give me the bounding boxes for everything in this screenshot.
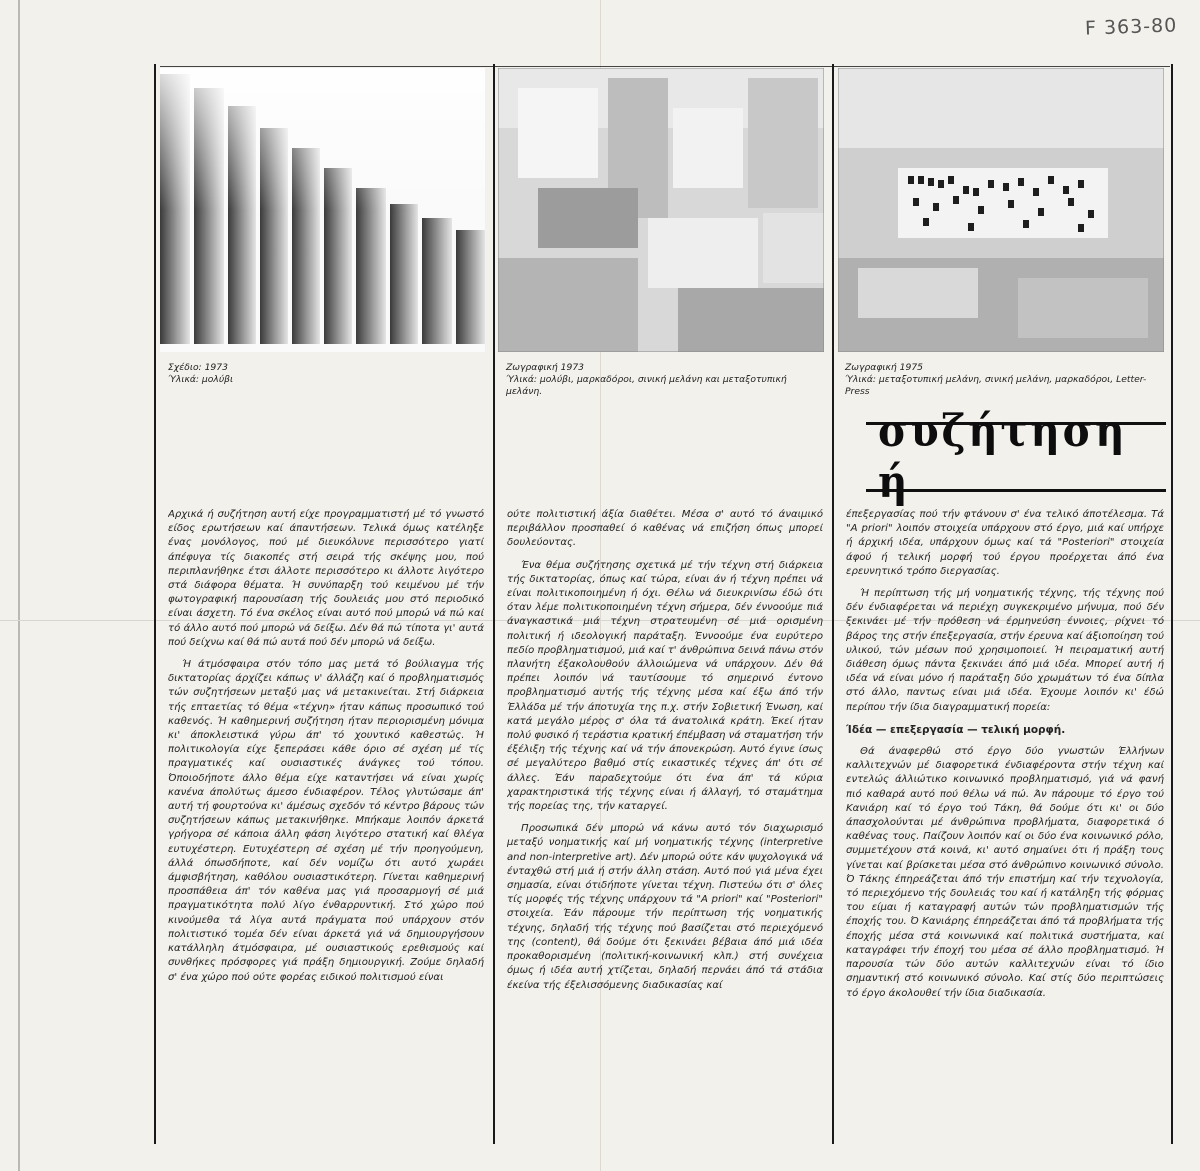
caption-title: Σχέδιο: 1973 xyxy=(168,362,228,373)
top-rule xyxy=(160,66,1170,67)
column-rule-left xyxy=(154,64,156,1144)
artwork-caption-1 xyxy=(168,362,483,386)
article-column-1 xyxy=(168,508,484,1088)
artwork-painting-1973 xyxy=(498,68,824,352)
paragraph: Ή άτμόσφαιρα στόν τόπο μας μετά τό βούλιαγμα τής δικτατορίας άρχίζει κάπως ν' άλλάζη καί ό προβληματισμός τών συζητήσεων μεταξύ μας νά μετακινείται. Στή διάρκεια τής επταετίας τό θέμα «τέχνη» ήταν κάπως προσωπικό τού καθενός. Ή καθημερινή συζήτηση ήταν περιορισμένη μόνιμα κι' άποκλειστικά γύρω άπ' τό χουντικό καθεστώς. Ή πολιτικολογία είχε ξεπεράσει κάθε όριο σέ σχέση μέ τίς πραγματικές καί ουσιαστικές άνάγκες τού τόπου. Όποιοδήποτε άλλο θέμα είχε καταντήσει νά είναι χωρίς κανένα άπολύτως άμεσο ένδιαφέρον. Τέλος γλυτώσαμε άπ' αυτή τή φουρτούνα κι' άμέσως σχεδόν τό κέντρο βάρους τών συζητήσεων κάπως μετακινήθηκε. Μπήκαμε λοιπόν άρκετά γρήγορα σέ κάποια άλλη φάση λιγότερο στατική καί θλέγα ευτυχέστερη. Ευτυχέστερη σέ σχέση μέ τήν προηγούμενη, άλλά όπωσδήποτε, καί δέν νομίζω ότι αυτό χωράει άμφισβήτηση, καθόλου ουσιαστικότερη. Γίνεται καθημερινή προσπάθεια άπ' τόν καθένα μας γιά προσαρμογή σέ μιά πραγματικότητα πολύ λίγο ένθαρρυντική. Στό χώρο πού κινούμεθα τά λίγα αυτά πράγματα πού υπάρχουν στόν πολιτιστικό τομέα δέν είναι άρκετά γιά νά δημιουργήσουν κατάλληλη άτμόσφαιρα, μέ ουσιαστικούς ερεθισμούς καί συνθήκες πρόσφορες γιά πράξη δημιουργική. Ζούμε δηλαδή σ' ένα χώρο πού ούτε φορέας ειδικού πολιτισμού είναι xyxy=(168,659,484,983)
caption-title: Ζωγραφική 1975 xyxy=(845,362,924,373)
column-rule-1 xyxy=(493,64,495,1144)
paragraph: Προσωπικά δέν μπορώ νά κάνω αυτό τόν διαχωρισμό μεταξύ νοηματικής καί μή νοηματικής τέχνης (interpretive and non-interpretive art). Δέν μπορώ ούτε κάν ψυχολογικά νά ένταχθώ στή μιά ή στήν άλλη στάση. Αυτό πού γιά μένα έχει σημασία, είναι ότιδήποτε γίνεται τέχνη. Πιστεύω ότι σ' όλες τίς μορφές τής τέχνης υπάρχουν τά "A priori" καί "Posteriori" στοιχεία. Έάν πάρουμε τήν περίπτωση τής νοηματικής τέχνης, δηλαδή τής τέχνης πού βασίζεται στό περιεχόμενό της (content), θά δούμε ότι ξεκινάει βέβαια άπό μιά ιδέα προκαθορισμένη (πολιτική-κοινωνική κλπ.) στή συνέχεια όμως ή ιδέα αυτή χτίζεται, δηλαδή περνάει άπό τά στάδια έκείνα τής έξελισσόμενης διαδικασίας καί xyxy=(507,823,823,991)
article-headline xyxy=(866,406,1166,508)
artwork-caption-3 xyxy=(845,362,1165,398)
paragraph: Ή περίπτωση τής μή νοηματικής τέχνης, τής τέχνης πού δέν ένδιαφέρεται νά περιέχη συγκεκριμένο μήνυμα, πού δέν ξεκινάει μέ τήν πρόθεση νά έρμηνεύση έννοιες, ρίχνει τό βάρος της στήν έπεξεργασία, στήν έρευνα καί άξιοποίηση τού υλικού, τών μέσων πού χρησιμοποιεί. Ή πειραματική αυτή διάθεση όμως πάντα ξεκινάει άπό μιά ιδέα. Μπορεί αυτή ή ιδέα νά είναι μόνο ή παράταξη δύο χρωμάτων τό ένα δίπλα στό άλλο, παντως είναι μιά ιδέα. Έχουμε λοιπόν κι' έδώ περίπου τήν ίδια διαγραμματική πορεία: xyxy=(846,588,1164,713)
paragraph: Ένα θέμα συζήτησης σχετικά μέ τήν τέχνη στή διάρκεια τής δικτατορίας, όπως καί τώρα, είναι άν ή τέχνη πρέπει νά είναι πολιτικοποιημένη ή όχι. Θέλω νά διευκρινίσω έδώ ότι όταν λέμε πολιτικοποιημένη τέχνη σήμερα, δέν έννοούμε πιά άναγκαστικά μιά τέχνη στρατευμένη σέ μιά ορισμένη πολιτική ή ιδεολογική παράταξη. Έννοούμε ένα ευρύτερο πεδίο προβληματισμού, μιά καί τ' άνθρώπινα δεινά πάνω στόν πλανήτη έξακολουθούν άλλοιώμενα νά υπάρχουν. Δέν θά πρέπει λοιπόν νά ταυτίσουμε τό σημερινό έντονο προβληματισμό αυτής τής τέχνης μέσα καί έξω άπό τήν Έλλάδα μέ τήν άποτυχία της π.χ. στήν Σοβιετική Ένωση, καί κατά μεγάλο μέρος σ' όλα τά άνατολικά κράτη. Έκεί ήταν πολύ φυσικό ή τεράστια κρατική έπέμβαση νά σταματήση τήν έξέλιξη τής τέχνης καί νά τήν άπονεκρώση. Αυτό έγινε ίσως σέ μεγαλύτερο βαθμό στίς εικαστικές τέχνες άπ' ότι σέ άλλες. Έάν παραδεχτούμε ότι ένα άπ' τά κύρια χαρακτηριστικά τής τέχνης είναι ή άλλαγή, τό σταμάτημα τής πορείας της, τήν καταργεί. xyxy=(507,559,823,813)
article-column-2 xyxy=(507,508,823,1088)
article-subhead: Ίδέα — επεξεργασία — τελική μορφή. xyxy=(846,723,1066,736)
column-rule-right xyxy=(1171,64,1173,1144)
caption-materials: Ύλικά: μολύβι xyxy=(168,374,234,385)
headline-text: συζήτηση ή xyxy=(878,406,1128,508)
caption-materials: Ύλικά: μεταξοτυπική μελάνη, σινική μελάνη, μαρκαδόροι, Letter-Press xyxy=(845,374,1147,397)
left-edge-shadow xyxy=(18,0,20,1171)
caption-title: Ζωγραφική 1973 xyxy=(506,362,585,373)
paragraph: Θά άναφερθώ στό έργο δύο γνωστών Έλλήνων καλλιτεχνών μέ διαφορετικά ένδιαφέροντα στήν τέχνη καί εντελώς άλλιώτικο κοινωνικό προβληματισμό, γιά νά φανή πιό καθαρά αυτό πού θέλω νά πώ. Άν πάρουμε τό έργο τού Κανιάρη καί τό έργο τού Τάκη, θά δούμε ότι κι' οι δύο άπασχολούνται μέ άνθρώπινα προβλήματα, διαφορετικά ό καθένας τους. Παίζουν λοιπόν καί οι δύο ένα κοινωνικό ρόλο, συμμετέχουν στά κοινά, κι' αυτό σημαίνει ότι ή πράξη τους γίνεται καί βρίσκεται μέσα στό άνθρώπινο κοινωνικό σύνολο. Ό Τάκης έπηρεάζεται άπό τήν επιστήμη καί τήν τεχνολογία, τό περιεχόμενο τής δουλειάς του καί ή κατάληξη τής φόρμας του είμαι ή καταγραφή αυτών τών προβληματισμών τής έποχής του. Ό Κανιάρης έπηρεάζεται άπό τά προβλήματα τής έποχής μέσα στά κοινωνικά καί πολιτικά συστήματα, καί καταγράφει τήν έποχή του μέσα σέ άλλο προβληματισμό. Ή παρουσία τών δύο αυτών καλλιτεχνών είναι τό ίδιο σημαντική στό κοινωνικό σύνολο. Καί στίς δύο περιπτώσεις τό έργο άκολουθεί τήν ίδια διαδικασία. xyxy=(846,746,1164,999)
caption-materials: Ύλικά: μολύβι, μαρκαδόροι, σινική μελάνη και μεταξοτυπική μελάνη. xyxy=(506,374,787,397)
article-column-3 xyxy=(846,508,1164,1088)
paragraph: Αρχικά ή συζήτηση αυτή είχε προγραμματιστή μέ τό γνωστό είδος ερωτήσεων καί άπαντήσεων. Τελικά όμως κατέληξε ένας μονόλογος, πού μέ διευκόλυνε περισσότερο γιατί άπέφυγα τίς διακοπές στή σειρά τής σκέψης μου, πού περιπλανήθηκε έτσι άλλοτε περισσότερο κι άλλοτε λιγότερο στά διάφορα θέματα. Ή συνύπαρξη τού κειμένου μέ τήν φωτογραφική παρουσίαση τής δουλειάς μου στό περιοδικό είναι άσχετη. Τό ένα σκέλος είναι αυτό πού μπορώ νά πώ καί τό άλλο αυτό πού μπορώ νά δείξω. Δέν θά πώ τίποτα γι' αυτά πού δείχνω καί θά πώ αυτά πού δέν μπορώ νά δείξω. xyxy=(168,509,484,648)
artwork-drawing-1973 xyxy=(160,68,485,352)
column-rule-2 xyxy=(832,64,834,1144)
artwork-caption-2 xyxy=(506,362,821,398)
archive-reference-note: F 363-80 xyxy=(1084,14,1178,40)
artwork-painting-1975 xyxy=(838,68,1164,352)
paragraph: έπεξεργασίας πού τήν φτάνουν σ' ένα τελικό άποτέλεσμα. Τά "A priori" λοιπόν στοιχεία υπάρχουν στό έργο, μιά καί υπήρχε ή άρχική ιδέα, υπάρχουν όμως καί τά "Posteriori" στοιχεία άφού ή τελική μορφή τού έργου προέρχεται άπό ένα ερευνητικό τρόπο διεργασίας. xyxy=(846,509,1164,577)
paragraph: ούτε πολιτιστική άξία διαθέτει. Μέσα σ' αυτό τό άναιμικό περιβάλλον προσπαθεί ό καθένας νά επιζήση όπως μπορεί δουλεύοντας. xyxy=(507,509,823,549)
